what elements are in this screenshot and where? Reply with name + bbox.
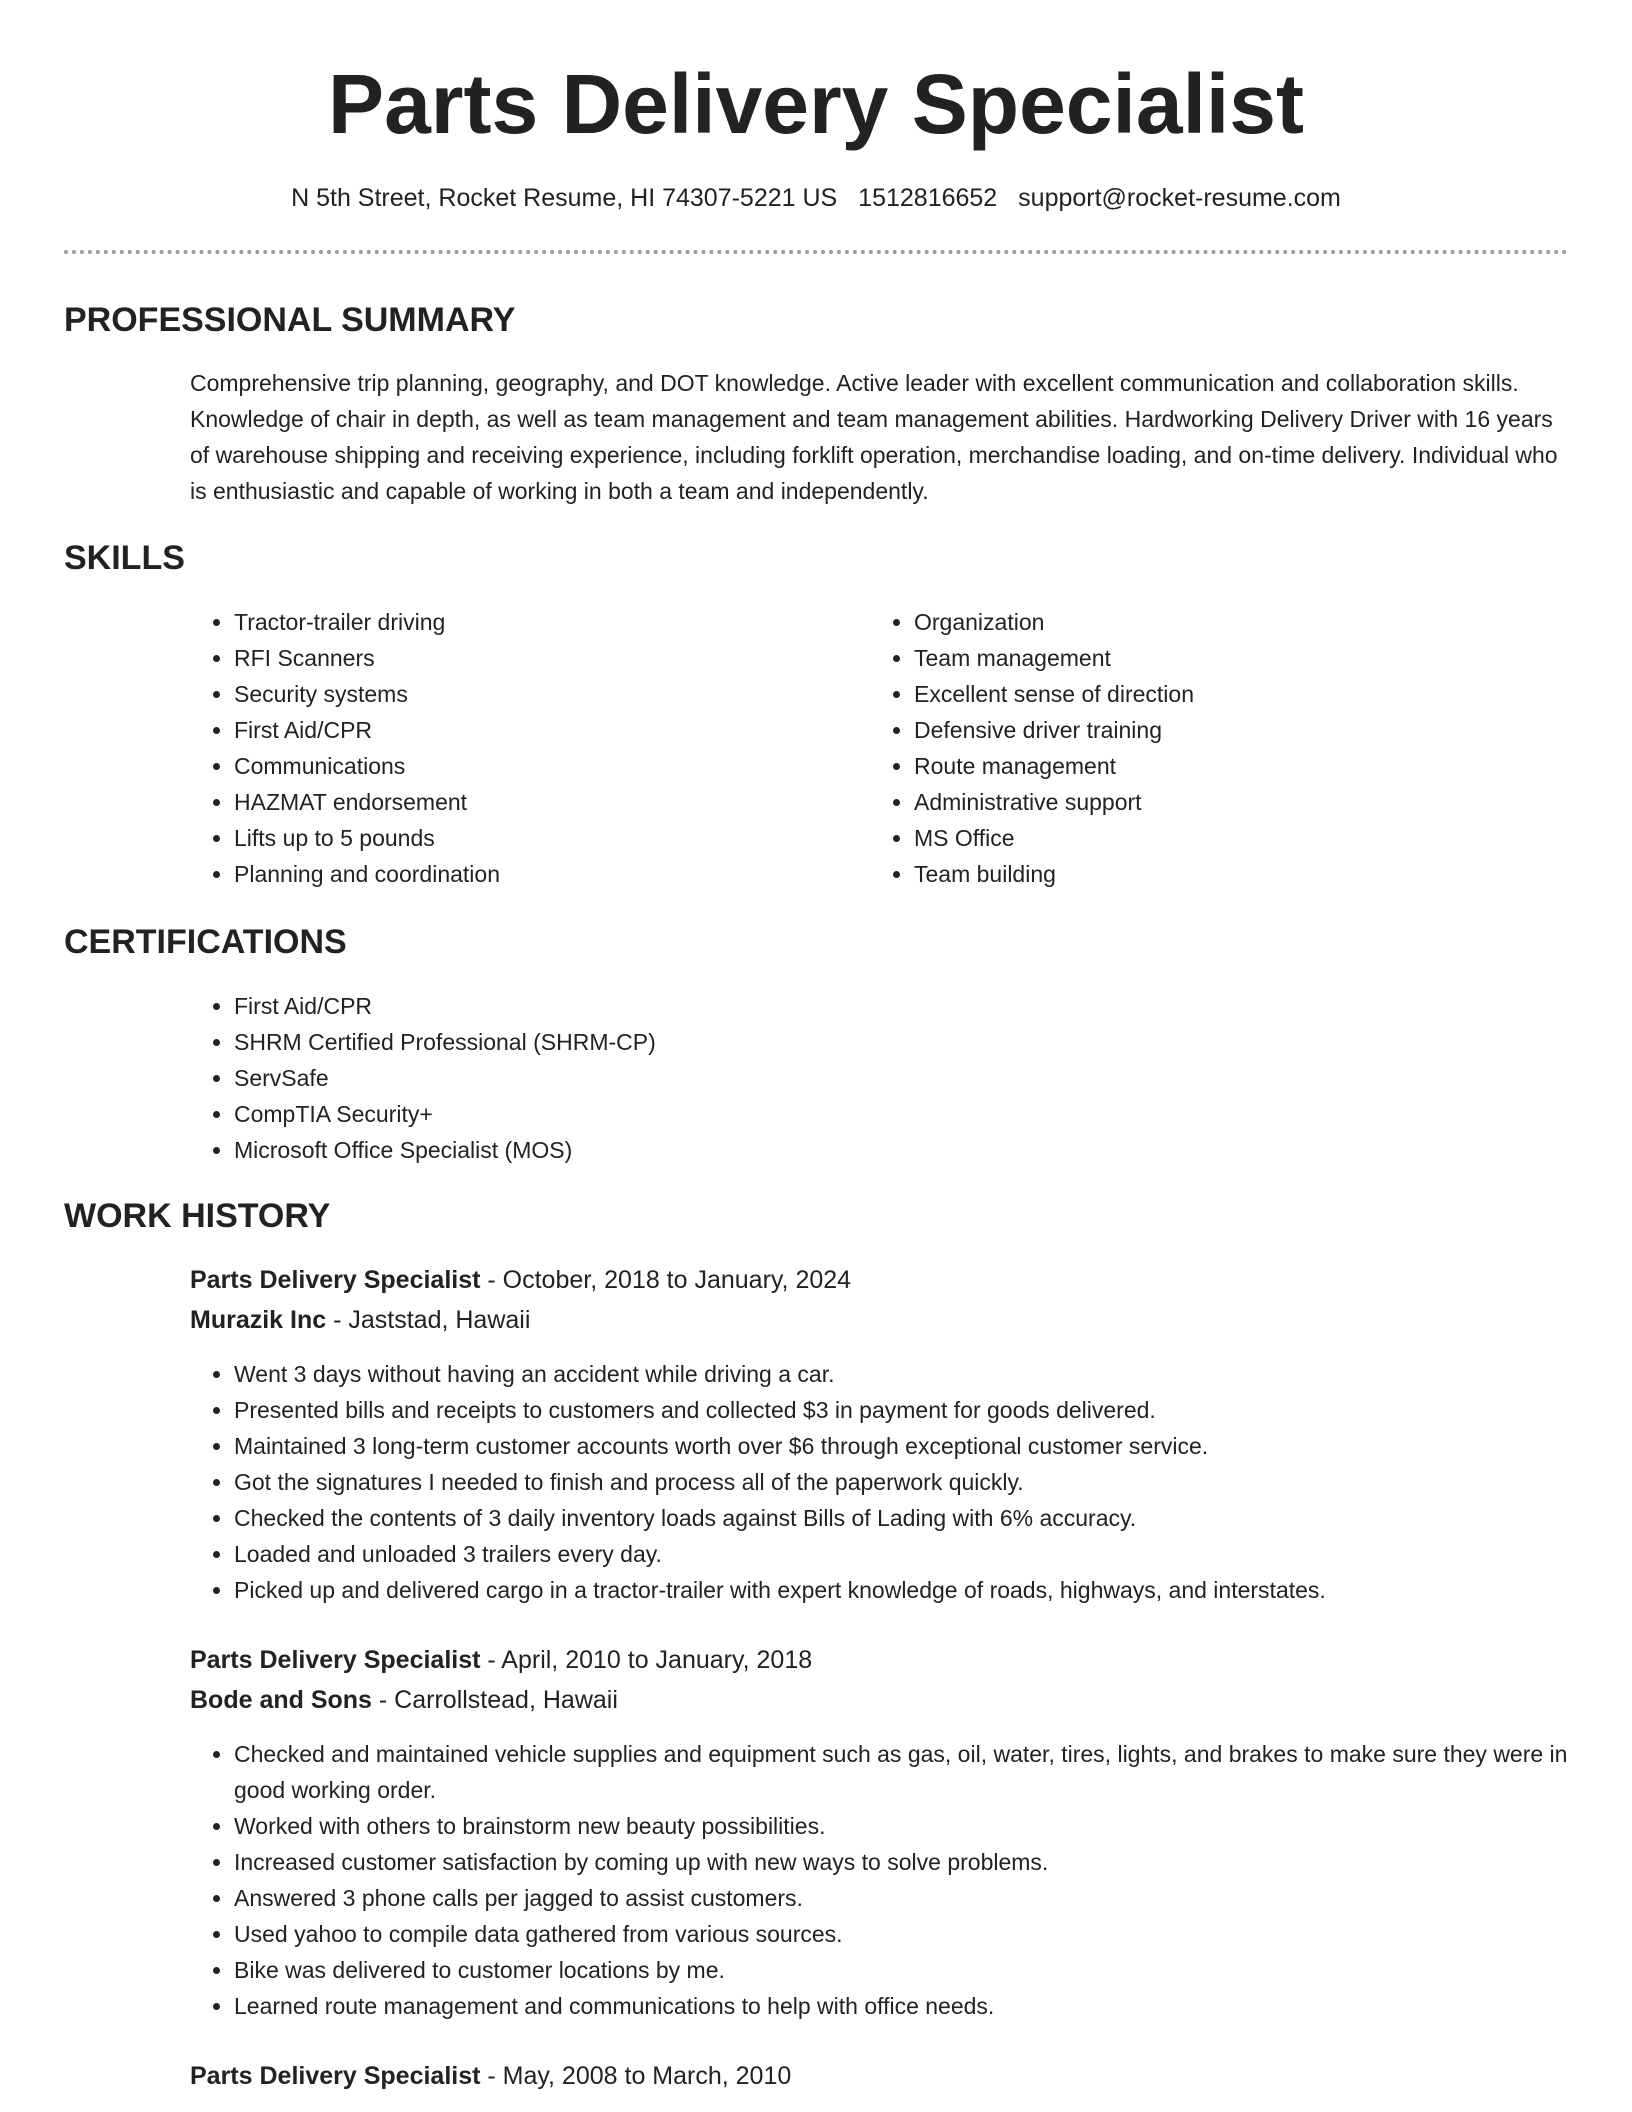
job-bullet: • Went 3 days without having an accident while driving a car. xyxy=(234,1356,1614,1392)
certifications-heading: CERTIFICATIONS xyxy=(64,923,347,961)
skill-item: • HAZMAT endorsement xyxy=(234,784,794,820)
contact-address: N 5th Street, Rocket Resume, HI 74307-5221 US xyxy=(291,184,838,212)
job-bullet: • Maintained 3 long-term customer accounts worth over $6 through exceptional customer service. xyxy=(234,1428,1614,1464)
job-bullet: • Loaded and unloaded 3 trailers every day. xyxy=(234,1536,1614,1572)
contact-phone: 1512816652 xyxy=(858,184,998,212)
skill-item: • RFI Scanners xyxy=(234,640,794,676)
job-title-line xyxy=(190,1260,851,1300)
job-bullet: • Checked the contents of 3 daily inventory loads against Bills of Lading with 6% accuracy. xyxy=(234,1500,1614,1536)
job-bullet: • Picked up and delivered cargo in a tractor-trailer with expert knowledge of roads, highways, and interstates. xyxy=(234,1572,1614,1608)
skills-heading: SKILLS xyxy=(64,539,185,577)
certification-item: • ServSafe xyxy=(234,1060,1534,1096)
skill-item: • Excellent sense of direction xyxy=(914,676,1514,712)
skill-item: • Team building xyxy=(914,856,1514,892)
job-company: Bode and Sons xyxy=(190,1686,372,1714)
job-role: Parts Delivery Specialist xyxy=(190,2062,481,2090)
job-bullet: • Bike was delivered to customer locations by me. xyxy=(234,1952,1614,1988)
job-company-line xyxy=(190,1680,618,1720)
skill-item: • Defensive driver training xyxy=(914,712,1514,748)
certifications-list xyxy=(190,988,1534,1168)
job-bullet: • Checked and maintained vehicle supplies and equipment such as gas, oil, water, tires, lights, and brakes to make sure they were in good working order. xyxy=(234,1736,1614,1808)
job-dates: - May, 2008 to March, 2010 xyxy=(480,2062,792,2090)
skill-item: • Administrative support xyxy=(914,784,1514,820)
job-company-line xyxy=(190,1300,530,1340)
job-company: Murazik Inc xyxy=(190,1306,327,1334)
skill-item: • Organization xyxy=(914,604,1514,640)
job-dates: - April, 2010 to January, 2018 xyxy=(480,1646,813,1674)
certification-item: • Microsoft Office Specialist (MOS) xyxy=(234,1132,1534,1168)
skill-item: • Route management xyxy=(914,748,1514,784)
job-bullets xyxy=(190,1736,1614,2024)
skill-item: • Communications xyxy=(234,748,794,784)
summary-text: Comprehensive trip planning, geography, and DOT knowledge. Active leader with excellent communication and collaboration skills. Knowledge of chair in depth, as well as team management and team management abilities. Hardworking Delivery Driver with 16 years of warehouse shipping and receiving experience, including forklift operation, merchandise loading, and on-time delivery. Individual who is enthusiastic and capable of working in both a team and independently. xyxy=(190,370,1558,504)
job-location: - Carrollstead, Hawaii xyxy=(371,1686,618,1714)
skill-item: • Planning and coordination xyxy=(234,856,794,892)
job-bullet: • Used yahoo to compile data gathered from various sources. xyxy=(234,1916,1614,1952)
certification-item: • SHRM Certified Professional (SHRM-CP) xyxy=(234,1024,1534,1060)
job-location: - Jaststad, Hawaii xyxy=(326,1306,531,1334)
skill-item: • First Aid/CPR xyxy=(234,712,794,748)
job-role: Parts Delivery Specialist xyxy=(190,1266,481,1294)
job-bullet: • Worked with others to brainstorm new beauty possibilities. xyxy=(234,1808,1614,1844)
skills-list-left xyxy=(190,604,794,892)
job-bullet: • Presented bills and receipts to customers and collected $3 in payment for goods delivered. xyxy=(234,1392,1614,1428)
skill-item: • Security systems xyxy=(234,676,794,712)
header-divider xyxy=(64,250,1568,254)
certification-item: • CompTIA Security+ xyxy=(234,1096,1534,1132)
work-history-heading: WORK HISTORY xyxy=(64,1197,331,1235)
skills-list-right xyxy=(870,604,1514,892)
job-dates: - October, 2018 to January, 2024 xyxy=(480,1266,852,1294)
contact-email: support@rocket-resume.com xyxy=(1018,184,1341,212)
summary-heading: PROFESSIONAL SUMMARY xyxy=(64,301,516,339)
skill-item: • Tractor-trailer driving xyxy=(234,604,794,640)
job-title-line xyxy=(190,1640,812,1680)
certification-item: • First Aid/CPR xyxy=(234,988,1534,1024)
job-bullet: • Got the signatures I needed to finish and process all of the paperwork quickly. xyxy=(234,1464,1614,1500)
job-role: Parts Delivery Specialist xyxy=(190,1646,481,1674)
skill-item: • Team management xyxy=(914,640,1514,676)
job-bullet: • Increased customer satisfaction by coming up with new ways to solve problems. xyxy=(234,1844,1614,1880)
job-title-line xyxy=(190,2056,791,2096)
skill-item: • Lifts up to 5 pounds xyxy=(234,820,794,856)
candidate-name: Parts Delivery Specialist xyxy=(328,57,1304,151)
contact-line xyxy=(0,180,1632,216)
skill-item: • MS Office xyxy=(914,820,1514,856)
job-bullet: • Learned route management and communications to help with office needs. xyxy=(234,1988,1614,2024)
job-bullet: • Answered 3 phone calls per jagged to assist customers. xyxy=(234,1880,1614,1916)
job-bullets xyxy=(190,1356,1614,1608)
